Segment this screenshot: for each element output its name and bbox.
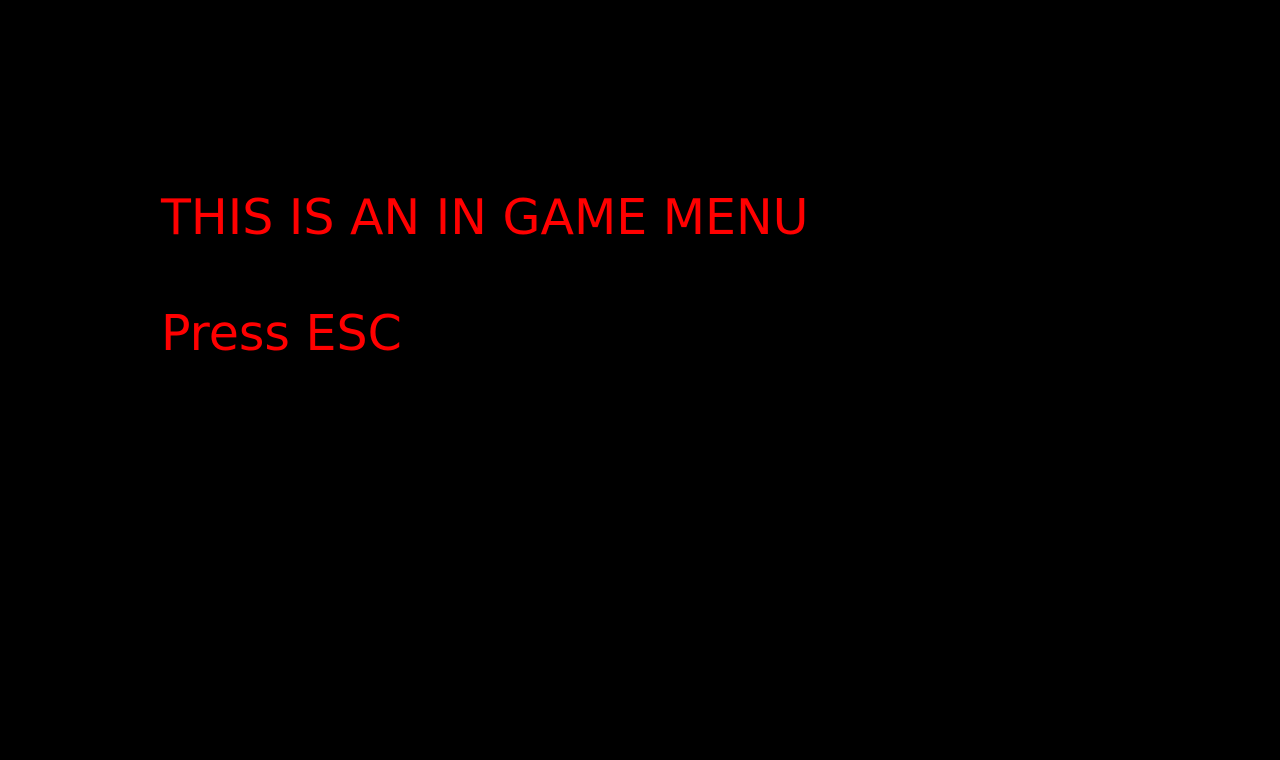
menu-title: THIS IS AN IN GAME MENU [161, 189, 809, 246]
press-esc-hint: Press ESC [161, 305, 402, 362]
